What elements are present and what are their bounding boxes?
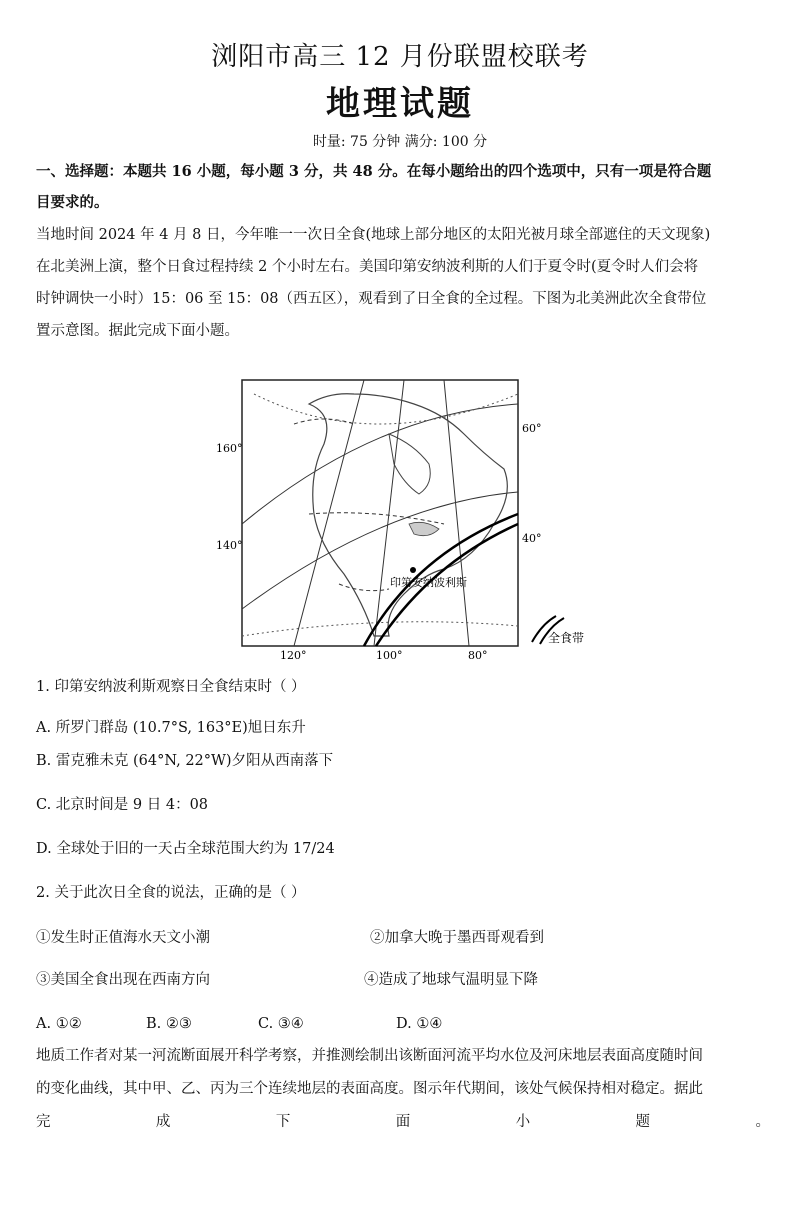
section2-word: 小 <box>515 1114 531 1130</box>
section2-line-2: 的变化曲线，其中甲、乙、丙为三个连续地层的表面高度。图示年代期间，该处气候保持相对稳定。据此 <box>36 1081 703 1097</box>
section2-word: 面 <box>395 1114 411 1130</box>
intro-line-2: 在北美洲上演，整个日食过程持续 2 个小时左右。美国印第安纳波利斯的人们于夏令时(夏令时人们会将 <box>36 259 699 275</box>
q1-option-b: B. 雷克雅未克 (64°N, 22°W)夕阳从西南落下 <box>36 753 334 769</box>
lat-label-40: 40° <box>522 532 542 545</box>
intro-line-3: 时钟调快一小时）15：06 至 15：08（西五区），观看到了日全食的全过程。下图为北美洲此次全食带位 <box>36 291 707 307</box>
section2-line-3 <box>36 1110 770 1131</box>
section2-word: 完 <box>36 1114 51 1130</box>
q2-statement-3: ③美国全食出现在西南方向 <box>36 972 210 988</box>
map-frame <box>242 380 518 646</box>
section2-word: 。 <box>755 1114 770 1130</box>
q2-statement-2: ②加拿大晚于墨西哥观看到 <box>370 930 544 946</box>
q2-option-c: C. ③④ <box>258 1016 304 1032</box>
city-label: 印第安纳波利斯 <box>390 576 467 589</box>
q1-option-c: C. 北京时间是 9 日 4：08 <box>36 797 209 813</box>
lon-label-100: 100° <box>376 649 403 662</box>
section2-word: 题 <box>635 1114 651 1130</box>
q1-stem: 1. 印第安纳波利斯观察日全食结束时（ ） <box>36 679 306 695</box>
q1-option-a: A. 所罗门群岛 (10.7°S, 163°E)旭日东升 <box>36 720 306 736</box>
lon-label-120: 120° <box>280 649 307 662</box>
exam-title: 浏阳市高三 12 月份联盟校联考 <box>211 42 589 72</box>
q1-option-d: D. 全球处于旧的一天占全球范围大约为 17/24 <box>36 841 335 857</box>
q2-statement-4: ④造成了地球气温明显下降 <box>364 972 538 988</box>
lon-label-160: 160° <box>216 442 243 455</box>
q2-statement-1: ①发生时正值海水天文小潮 <box>36 930 210 946</box>
intro-line-1: 当地时间 2024 年 4 月 8 日，今年唯一一次日全食(地球上部分地区的太阳光被月球全部遮住的天文现象) <box>36 227 711 243</box>
section1-heading-line1: 一、选择题：本题共 16 小题，每小题 3 分，共 48 分。在每小题给出的四个选项中，只有一项是符合题 <box>36 163 712 180</box>
intro-line-4: 置示意图。据此完成下面小题。 <box>36 323 239 339</box>
legend-label: 全食带 <box>548 631 585 645</box>
section2-word: 成 <box>155 1114 171 1130</box>
q2-option-d: D. ①④ <box>396 1016 443 1032</box>
lat-label-60: 60° <box>522 422 542 435</box>
lon-label-80: 80° <box>468 649 488 662</box>
section2-word: 下 <box>275 1114 291 1130</box>
section1-heading-line2: 目要求的。 <box>36 194 109 211</box>
eclipse-map <box>214 374 594 664</box>
time-info: 时量: 75 分钟 满分: 100 分 <box>312 134 488 150</box>
indianapolis-marker <box>410 567 416 573</box>
q2-option-b: B. ②③ <box>146 1016 192 1032</box>
q2-option-a: A. ①② <box>36 1016 82 1032</box>
q2-stem: 2. 关于此次日全食的说法，正确的是（ ） <box>36 885 306 901</box>
section2-line-1: 地质工作者对某一河流断面展开科学考察，并推测绘制出该断面河流平均水位及河床地层表面高度随时间 <box>36 1048 703 1064</box>
subject-title: 地理试题 <box>326 84 474 124</box>
lon-label-140: 140° <box>216 539 243 552</box>
